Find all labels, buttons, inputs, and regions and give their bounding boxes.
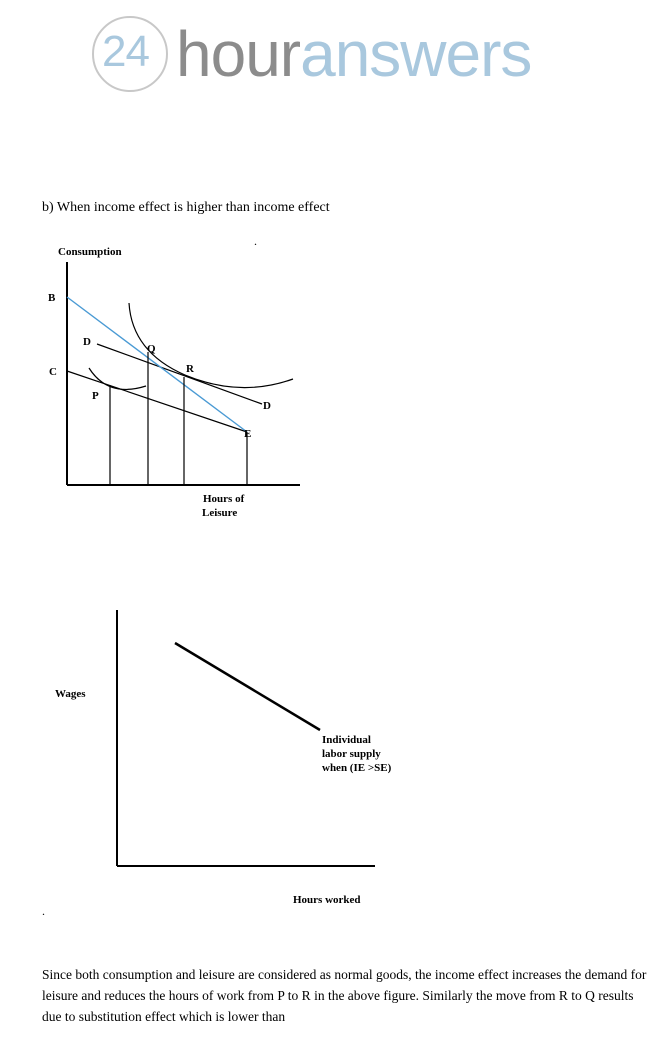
budget-line-dd [97, 344, 262, 404]
labor-supply-label-line3: when (IE >SE) [322, 762, 392, 774]
body-paragraph: Since both consumption and leisure are considered as normal goods, the income effect increases the demand for leisure and reduces the hours of work from P to R in the above figure. Similarly the move from R to Q results due to substitution effect which is lower than [42, 967, 647, 1024]
budget-line-be [67, 297, 247, 432]
fig2-y-axis-label: Wages [55, 688, 86, 700]
point-label-d-left: D [83, 336, 91, 348]
indifference-curve-low [89, 368, 146, 389]
labor-supply-label-line2: labor supply [322, 748, 381, 760]
stray-dot: . [254, 234, 257, 248]
point-label-e: E [244, 428, 252, 440]
fig1-x-axis-label-line2: Leisure [202, 507, 238, 519]
logo-number: 24 [102, 27, 149, 76]
labor-supply-curve [175, 643, 320, 730]
labor-supply-label-line1: Individual [322, 734, 371, 746]
stray-dot: . [42, 904, 45, 918]
fig1-y-axis-label: Consumption [58, 246, 122, 258]
logo-word-hour: hour [176, 18, 301, 90]
fig2-x-axis-label: Hours worked [293, 894, 361, 906]
section-heading: b) When income effect is higher than income effect [42, 200, 330, 215]
point-label-b: B [48, 292, 56, 304]
point-label-r: R [186, 363, 194, 375]
point-label-q: Q [147, 343, 156, 355]
logo-word-answers: answers [300, 18, 532, 90]
point-label-d-right: D [263, 400, 271, 412]
point-label-c: C [49, 366, 57, 378]
fig1-x-axis-label-line1: Hours of [203, 493, 245, 505]
point-label-p: P [92, 390, 99, 402]
